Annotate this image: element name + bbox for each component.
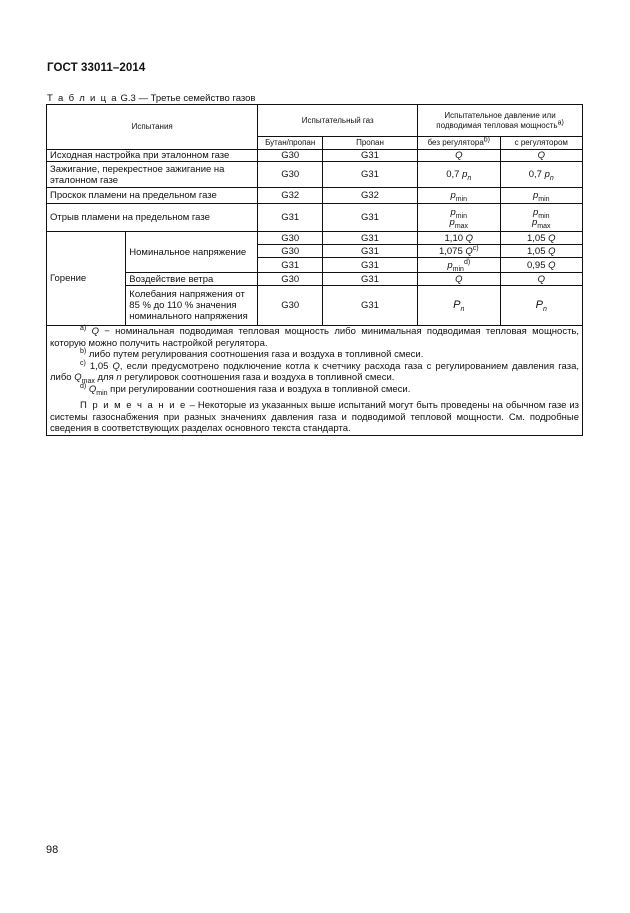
header-row-1 (47, 105, 583, 137)
document-code: ГОСТ 33011–2014 (47, 62, 146, 74)
pressure-cell: $p_{min}$ $p_{max}$ (418, 204, 500, 232)
pressure-cell: 0,7 $p_n$ (500, 162, 582, 188)
pressure-cell: 1,10 Q (418, 232, 500, 245)
gas-cell: G30 (258, 286, 322, 326)
subtest-voltage-variation: Колебания напряжения от 85 % до 110 % значения номинального напряжения (126, 286, 258, 326)
table-caption (47, 93, 255, 104)
test-name: Проскок пламени на предельном газе (47, 188, 258, 204)
table-row (47, 286, 583, 326)
pressure-cell: 1,05 Q (500, 232, 582, 245)
header-test-gas: Испытательный газ (258, 105, 418, 137)
table-row (47, 188, 583, 204)
gas-cell: G30 (258, 273, 322, 286)
gas-cell: G31 (322, 150, 417, 162)
subtest-nominal-voltage: Номинальное напряжение (126, 232, 258, 273)
header-with-regulator: с регулятором (500, 137, 582, 150)
pressure-cell: $p_{min}^{d)}$ (418, 258, 500, 273)
footnotes-row (47, 326, 583, 436)
test-name: Зажигание, перекрестное зажигание на эталонном газе (47, 162, 258, 188)
gas-cell: G31 (322, 232, 417, 245)
pressure-cell: 0,95 Q (500, 258, 582, 273)
pressure-cell: Q (500, 150, 582, 162)
pressure-cell: $P_n$ (500, 286, 582, 326)
remark: П р и м е ч а н и е – Некоторые из указанных выше испытаний могут быть проведены на обычном газе из системы газоснабжения при разных значениях давления газа и подводимой тепловой мощности. См. подробные сведения в соответствующих разделах основного текста стандарта. (50, 400, 579, 434)
table-row (47, 273, 583, 286)
table-row (47, 150, 583, 162)
subtest-wind: Воздействие ветра (126, 273, 258, 286)
pressure-cell: $p_{min}$ (500, 188, 582, 204)
pressure-cell: Q (500, 273, 582, 286)
test-name: Отрыв пламени на предельном газе (47, 204, 258, 232)
header-propane: Пропан (322, 137, 417, 150)
gas-cell: G30 (258, 162, 322, 188)
pressure-cell: 1,05 Q (500, 245, 582, 258)
gas-cell: G31 (322, 204, 417, 232)
pressure-cell: $P_n$ (418, 286, 500, 326)
gas-cell: G31 (322, 286, 417, 326)
table-row (47, 232, 583, 245)
caption-label: Т а б л и ц а (47, 93, 118, 104)
page-number: 98 (46, 844, 59, 856)
header-butane-propane: Бутан/пропан (258, 137, 322, 150)
footnote-d: $^{d)}$ $Q_{min}$ при регулировании соотношения газа и воздуха в топливной смеси. (80, 382, 411, 397)
footnotes-cell (47, 326, 583, 436)
footnote-a: $^{a)}$ Q − номинальная подводимая тепловая мощность либо минимальная подводимая тепловая мощность, которую можно получить настройкой регулятора. (50, 324, 580, 349)
gas-cell: G31 (322, 258, 417, 273)
header-tests: Испытания (47, 105, 258, 150)
gas-cell: G31 (258, 204, 322, 232)
gas-cell: G31 (322, 162, 417, 188)
gas-cell: G31 (258, 258, 322, 273)
gas-cell: G30 (258, 232, 322, 245)
group-burning: Горение (47, 232, 126, 326)
caption-number: G.3 (120, 93, 136, 104)
gas-tests-table (46, 104, 583, 436)
test-name: Исходная настройка при эталонном газе (47, 150, 258, 162)
gas-cell: G31 (322, 273, 417, 286)
pressure-cell: $p_{min}$ $p_{max}$ (500, 204, 582, 232)
gas-cell: G32 (322, 188, 417, 204)
gas-cell: G31 (322, 245, 417, 258)
pressure-cell: $p_{min}$ (418, 188, 500, 204)
pressure-cell: 1,075 $Q^{c)}$ (418, 245, 500, 258)
header-no-regulator: без регулятора$^{b)}$ (418, 137, 500, 150)
caption-title: — Третье семейство газов (138, 93, 256, 104)
gas-cell: G30 (258, 245, 322, 258)
table-row (47, 204, 583, 232)
table-row (47, 162, 583, 188)
footnote-b: $^{b)}$ либо путем регулирования соотношения газа и воздуха в топливной смеси. (80, 347, 424, 360)
footnote-c: $^{c)}$ 1,05 Q, если предусмотрено подключение котла к счетчику расхода газа с регулированием давления газа, либо $Q_{max}$ для n регулировок соотношения газа и воздуха в топливной смеси. (50, 359, 579, 385)
gas-cell: G30 (258, 150, 322, 162)
pressure-cell: Q (418, 150, 500, 162)
pressure-cell: 0,7 $p_n$ (418, 162, 500, 188)
pressure-cell: Q (418, 273, 500, 286)
header-pressure: Испытательное давление или подводимая тепловая мощность$^{a)}$ (418, 105, 583, 137)
gas-cell: G32 (258, 188, 322, 204)
